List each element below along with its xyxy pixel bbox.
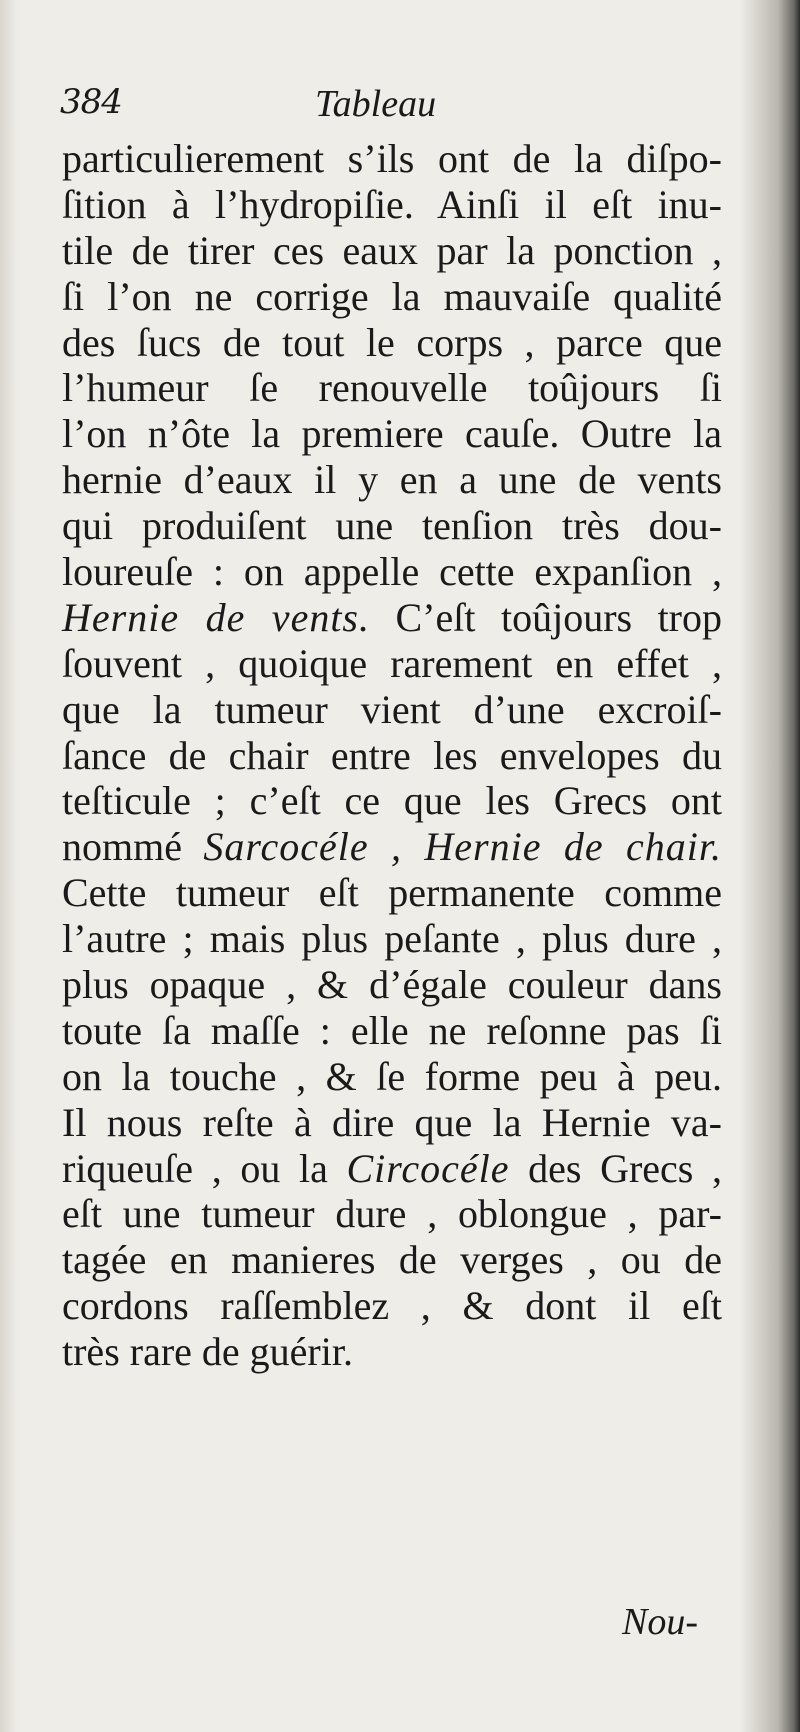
text-line: que la tumeur vient d’une excroiſ- bbox=[62, 686, 722, 732]
text-line: Il nous reſte à dire que la Hernie va- bbox=[62, 1099, 722, 1145]
body-text bbox=[62, 136, 722, 1375]
text-line: tagée en manieres de verges , ou de bbox=[62, 1237, 722, 1283]
text-line: l’autre ; mais plus peſante , plus dure , bbox=[62, 916, 722, 962]
text-line: loureuſe : on appelle cette expanſion , bbox=[62, 549, 722, 595]
catchword: Nou- bbox=[622, 1601, 698, 1643]
text-line: particulierement s’ils ont de la diſpo- bbox=[62, 136, 722, 181]
text-line: riqueuſe , ou la Circocéle des Grecs , bbox=[62, 1145, 722, 1191]
italic-term: Sarcocéle , Hernie de chair. bbox=[203, 824, 722, 870]
text-line: des ſucs de tout le corps , parce que bbox=[62, 319, 722, 365]
text-line: ſition à l’hydropiſie. Ainſi il eſt inu- bbox=[62, 181, 722, 227]
text-line: toute ſa maſſe : elle ne reſonne pas ſi bbox=[62, 1007, 722, 1053]
text-line: teſticule ; c’eſt ce que les Grecs ont bbox=[62, 778, 722, 824]
page-header bbox=[60, 82, 720, 132]
text-line: ſouvent , quoique rarement en effet , bbox=[62, 640, 722, 686]
text-line: hernie d’eaux il y en a une de vents bbox=[62, 457, 722, 503]
text-line: ſi l’on ne corrige la mauvaiſe qualité bbox=[62, 273, 722, 319]
text-line: très rare de guérir. bbox=[62, 1329, 353, 1375]
page-number: 384 bbox=[60, 82, 122, 122]
text-line: Hernie de vents. C’eſt toûjours trop bbox=[62, 594, 722, 640]
text-line: ſance de chair entre les envelopes du bbox=[62, 732, 722, 778]
italic-term: Circocéle bbox=[346, 1145, 510, 1191]
italic-term: Hernie de vents. bbox=[62, 594, 370, 640]
text-line: cordons raſſemblez , & dont il eſt bbox=[62, 1283, 722, 1329]
text-line: on la touche , & ſe forme peu à peu. bbox=[62, 1053, 722, 1099]
text-line: plus opaque , & d’égale couleur dans bbox=[62, 962, 722, 1008]
text-line: Cette tumeur eſt permanente comme bbox=[62, 870, 722, 916]
text-line: eſt une tumeur dure , oblongue , par- bbox=[62, 1191, 722, 1237]
text-line: qui produiſent une tenſion très dou- bbox=[62, 503, 722, 549]
text-line: tile de tirer ces eaux par la ponction , bbox=[62, 227, 722, 273]
text-line: l’humeur ſe renouvelle toûjours ſi bbox=[62, 365, 722, 411]
text-line: nommé Sarcocéle , Hernie de chair. bbox=[62, 824, 722, 870]
running-title: Tableau bbox=[315, 83, 437, 125]
text-line: l’on n’ôte la premiere cauſe. Outre la bbox=[62, 411, 722, 457]
